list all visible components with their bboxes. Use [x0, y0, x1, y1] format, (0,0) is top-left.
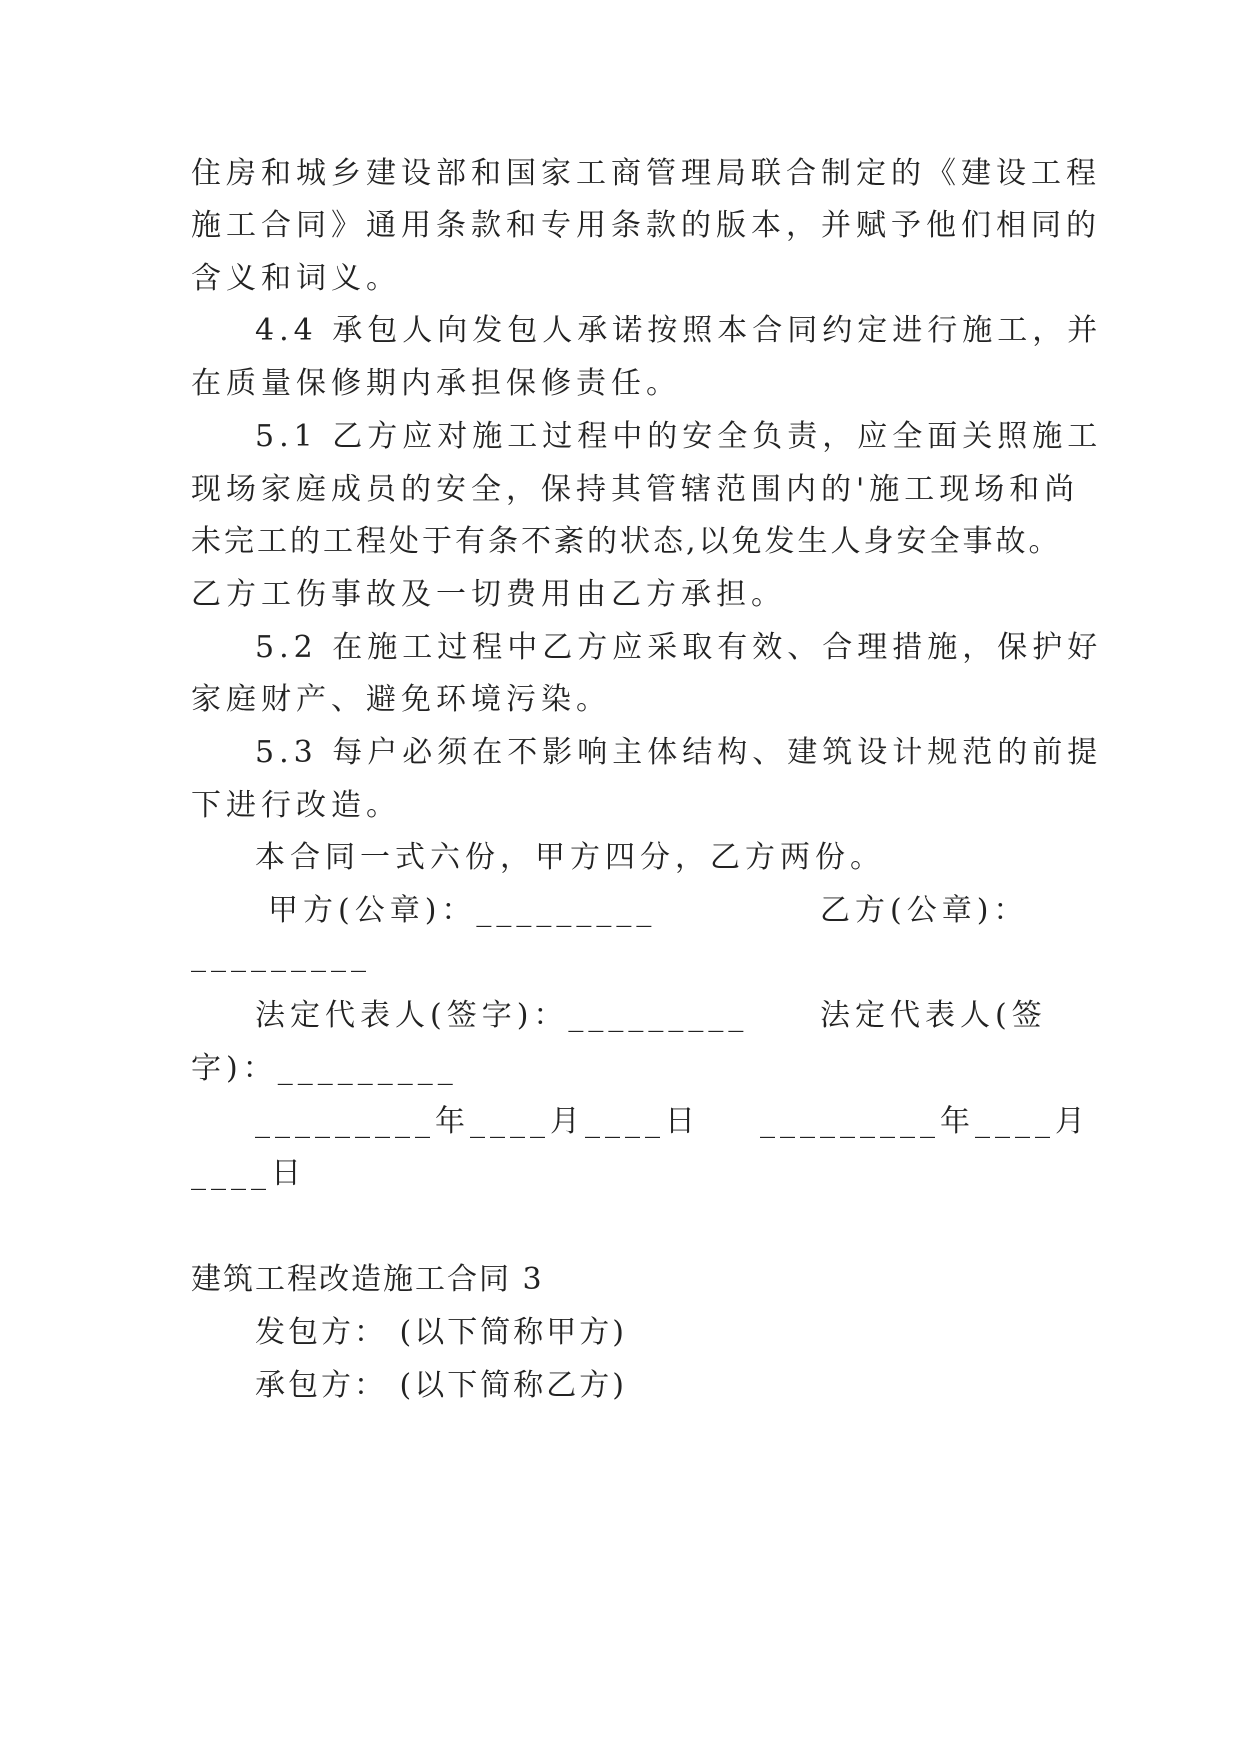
clause-5-3: 5.3 每户必须在不影响主体结构、建筑设计规范的前提	[255, 735, 1103, 770]
party-b-seal-line: _________	[191, 938, 371, 973]
body-line: 在质量保修期内承担保修责任。	[191, 366, 681, 401]
body-line: 现场家庭成员的安全，保持其管辖范围内的'施工现场和尚	[191, 472, 1080, 507]
party-b-date: _________年____月	[760, 1104, 1090, 1139]
copies-statement: 本合同一式六份，甲方四分，乙方两份。	[255, 840, 885, 875]
clause-5-1: 5.1 乙方应对施工过程中的安全负责，应全面关照施工	[255, 419, 1103, 454]
party-b-seal: 乙方(公章)：	[820, 893, 1029, 928]
body-line: 含义和词义。	[191, 261, 401, 296]
section-title: 建筑工程改造施工合同 3	[191, 1262, 544, 1297]
party-b-representative: 法定代表人(签	[820, 998, 1047, 1033]
party-a-date: _________年____月____日	[255, 1104, 700, 1139]
body-line: 家庭财产、避免环境污染。	[191, 682, 611, 717]
body-line: 住房和城乡建设部和国家工商管理局联合制定的《建设工程	[191, 156, 1101, 191]
clause-5-2: 5.2 在施工过程中乙方应采取有效、合理措施，保护好	[255, 630, 1103, 665]
body-line: 施工合同》通用条款和专用条款的版本，并赋予他们相同的	[191, 208, 1101, 243]
body-line: 乙方工伤事故及一切费用由乙方承担。	[191, 577, 786, 612]
body-line: 未完工的工程处于有条不紊的状态,以免发生人身安全事故。	[191, 524, 1062, 559]
employer-line: 发包方： (以下简称甲方)	[255, 1315, 627, 1350]
party-b-date-cont: ____日	[191, 1156, 306, 1191]
contractor-line: 承包方： (以下简称乙方)	[255, 1368, 627, 1403]
party-b-representative-cont: 字)：_________	[191, 1051, 458, 1086]
party-a-seal: 甲方(公章)：_________	[268, 893, 657, 928]
party-a-representative: 法定代表人(签字)：_________	[255, 998, 749, 1033]
body-line: 下进行改造。	[191, 788, 401, 823]
clause-4-4: 4.4 承包人向发包人承诺按照本合同约定进行施工，并	[255, 313, 1103, 348]
